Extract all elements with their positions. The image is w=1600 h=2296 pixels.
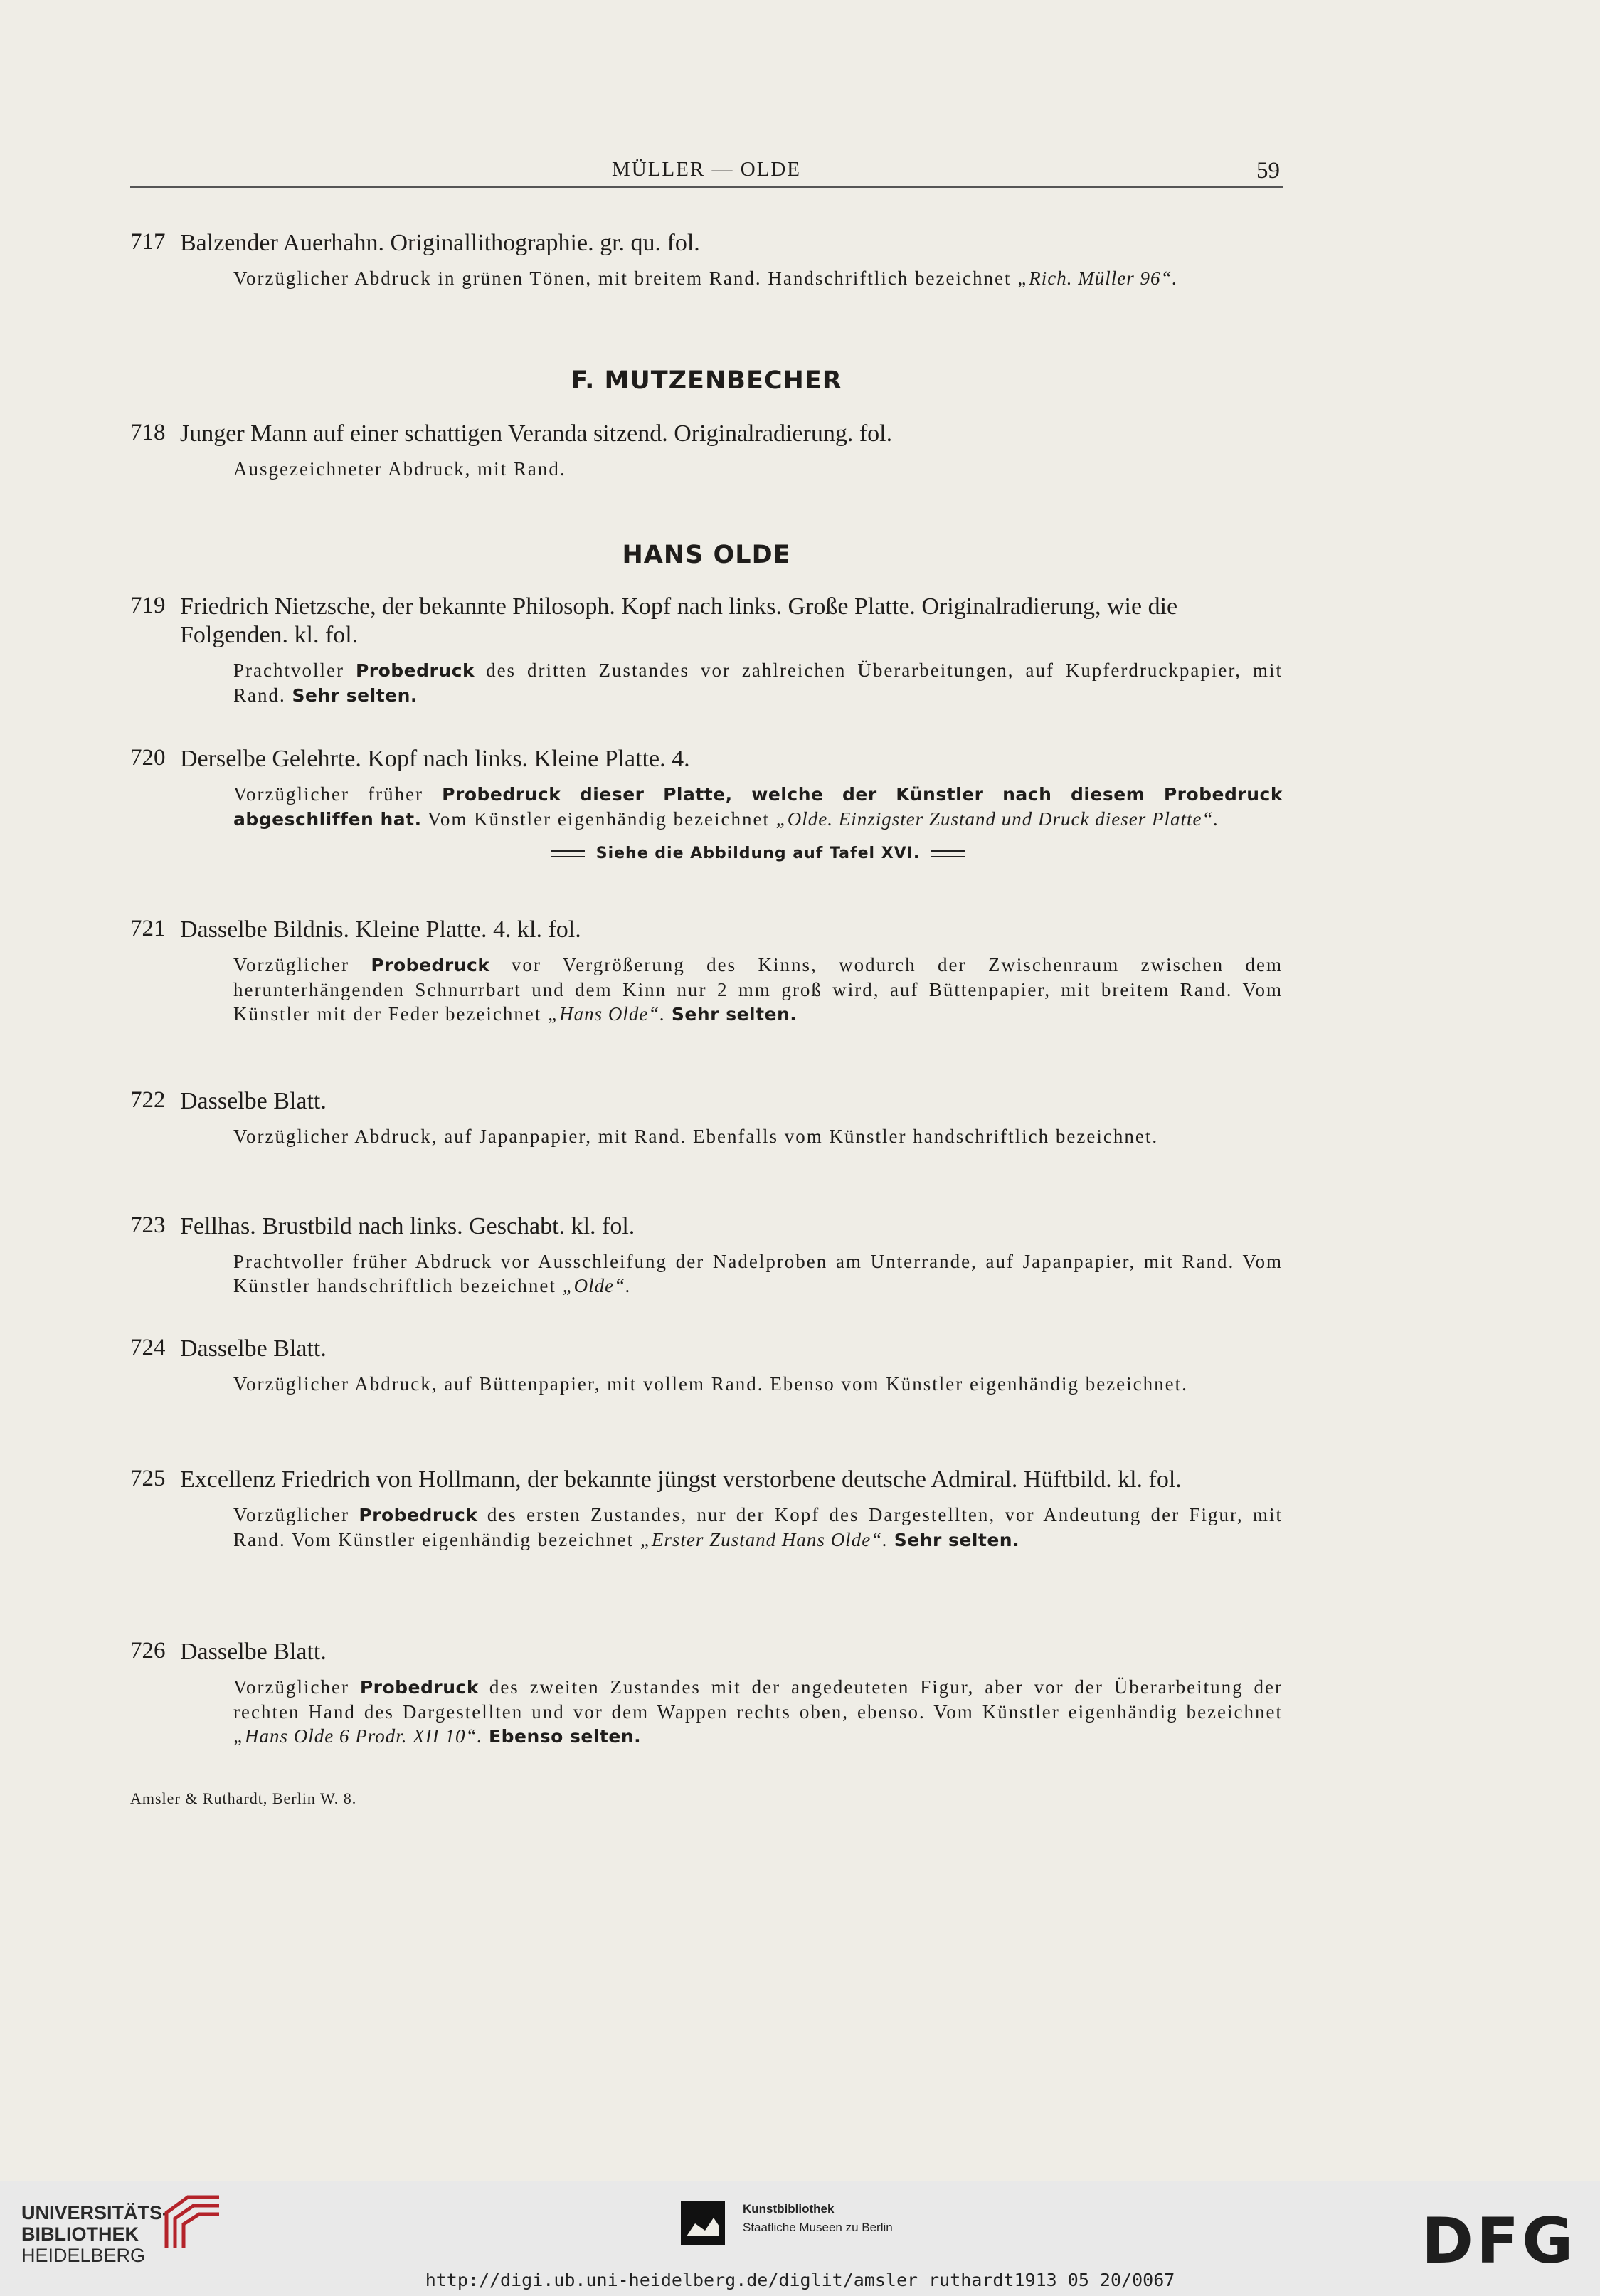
description-text: Vorzüglicher (233, 1676, 360, 1698)
section-heading: HANS OLDE (622, 541, 791, 569)
entry-title: Dasselbe Blatt. (180, 1088, 327, 1114)
description-text: Prachtvoller früher Abdruck vor Ausschleifung der Nadelproben am Unterrande, auf Japanpapier, mit Rand. Vom Künstler handschriftlich bezeichnet (233, 1251, 1283, 1296)
entry-number: 725 (130, 1466, 166, 1491)
description-text: Ausgezeichneter Abdruck, mit Rand. (233, 458, 566, 480)
description-text: des zweiten Zustandes mit der angedeuteten Figur, aber vor der Überarbeitung der rechten Hand des Dargestellten und vor dem Wappen rechts oben, ebenso. Vom Künstler eigenhändig bezeichnet (233, 1676, 1283, 1723)
catalog-entry (130, 229, 1283, 290)
dfg-logo[interactable]: DFG (1421, 2204, 1577, 2278)
entry-description (233, 266, 1283, 290)
entry-number: 719 (130, 593, 166, 618)
entry-description (233, 782, 1283, 832)
inscription-quote: „Erster Zustand Hans Olde“. (640, 1529, 888, 1550)
entry-number: 724 (130, 1335, 166, 1360)
emphasis-bold: Probedruck (355, 660, 475, 681)
description-text (665, 1003, 672, 1025)
kb-subtitle: Staatliche Museen zu Berlin (743, 2221, 893, 2234)
ub-logo-line2: BIBLIOTHEK (21, 2223, 139, 2245)
entry-number: 723 (130, 1212, 166, 1238)
catalog-entry (130, 1087, 1283, 1148)
entry-description (233, 1372, 1283, 1396)
entry-description (233, 953, 1283, 1027)
entry-title: Friedrich Nietzsche, der bekannte Philosoph. Kopf nach links. Große Platte. Originalradierung, wie die Folgenden. kl. fol. (180, 593, 1178, 648)
entry-description (233, 658, 1283, 708)
double-rule-left (551, 850, 585, 857)
entry-title: Fellhas. Brustbild nach links. Geschabt. kl. fol. (180, 1213, 635, 1239)
catalog-entry (130, 916, 1283, 1027)
description-text: des ersten Zustandes, nur der Kopf des Dargestellten, vor Andeutung der Figur, mit Rand. Vom Künstler eigenhändig bezeichnet (233, 1504, 1283, 1550)
kunstbibliothek-logo[interactable] (743, 2200, 893, 2237)
catalog-entry (130, 1466, 1283, 1552)
entry-number: 717 (130, 229, 166, 255)
emphasis-bold: Probedruck (359, 1677, 479, 1698)
entry-title: Dasselbe Blatt. (180, 1335, 327, 1362)
entry-number: 722 (130, 1087, 166, 1113)
entry-title: Derselbe Gelehrte. Kopf nach links. Kleine Platte. 4. (180, 746, 690, 772)
entry-number: 718 (130, 420, 166, 445)
inscription-quote: „Olde“. (562, 1275, 631, 1296)
inscription-quote: „Hans Olde“. (548, 1003, 666, 1025)
description-text: Vorzüglicher Abdruck in grünen Tönen, mit breitem Rand. Handschriftlich bezeichnet (233, 268, 1018, 289)
description-text: Vorzüglicher früher (233, 783, 443, 805)
description-text (482, 1725, 489, 1747)
ub-logo-line1: UNIVERSITÄTS- (21, 2202, 169, 2223)
catalog-entry (130, 420, 1283, 481)
entry-description (233, 1503, 1283, 1552)
description-text: vor Vergrößerung des Kinns, wodurch der Zwischenraum zwischen dem herunterhängenden Schnurrbart und dem Kinn nur 2 mm groß wird, auf Büttenpapier, mit breitem Rand. Vom Künstler mit der Feder bezeichnet (233, 954, 1283, 1025)
description-text: Prachtvoller (233, 660, 356, 681)
ub-heidelberg-logo[interactable] (21, 2202, 169, 2266)
catalog-entry (130, 745, 1283, 862)
running-title: MÜLLER — OLDE (611, 158, 802, 181)
emphasis-bold: Sehr selten. (292, 685, 418, 706)
description-text: Vorzüglicher Abdruck, auf Japanpapier, mit Rand. Ebenfalls vom Künstler handschriftlich bezeichnet. (233, 1126, 1159, 1147)
emphasis-bold: Ebenso selten. (489, 1726, 642, 1747)
description-text (888, 1529, 894, 1550)
entry-title: Dasselbe Blatt. (180, 1639, 327, 1665)
description-text: des dritten Zustandes vor zahlreichen Überarbeitungen, auf Kupferdruckpapier, mit Rand. (233, 660, 1283, 706)
description-text: Vorzüglicher (233, 954, 371, 975)
entry-title: Dasselbe Bildnis. Kleine Platte. 4. kl. fol. (180, 916, 581, 943)
kunstbibliothek-emblem-icon (681, 2201, 725, 2245)
printer-imprint: Amsler & Ruthardt, Berlin W. 8. (130, 1789, 357, 1807)
entry-title: Balzender Auerhahn. Originallithographie. gr. qu. fol. (180, 230, 700, 256)
description-text: Vom Künstler eigenhändig bezeichnet (421, 808, 776, 830)
entry-number: 720 (130, 745, 166, 771)
kb-name: Kunstbibliothek (743, 2202, 835, 2216)
inscription-quote: „Hans Olde 6 Prodr. XII 10“. (233, 1725, 483, 1747)
entry-title: Junger Mann auf einer schattigen Veranda sitzend. Originalradierung. fol. (180, 420, 893, 447)
emphasis-bold: Sehr selten. (894, 1530, 1020, 1550)
emphasis-bold: Probedruck (371, 955, 490, 975)
emphasis-bold: Probedruck (359, 1505, 478, 1525)
section-heading: F. MUTZENBECHER (571, 366, 842, 395)
entry-description (233, 1675, 1283, 1749)
page-number: 59 (1256, 158, 1280, 184)
ub-logo-line3: HEIDELBERG (21, 2245, 146, 2266)
emphasis-bold: Sehr selten. (671, 1004, 798, 1025)
entry-description (233, 1249, 1283, 1298)
inscription-quote: „Rich. Müller 96“. (1017, 268, 1178, 289)
plate-reference (233, 845, 1283, 862)
running-head (130, 158, 1283, 188)
plate-reference-text: Siehe die Abbildung auf Tafel XVI. (595, 845, 921, 862)
entry-number: 721 (130, 916, 166, 941)
double-rule-right (931, 850, 965, 857)
inscription-quote: „Olde. Einzigster Zustand und Druck dieser Platte“. (775, 808, 1219, 830)
permalink-url[interactable]: http://digi.ub.uni-heidelberg.de/diglit/amsler_ruthardt1913_05_20/0067 (425, 2270, 1175, 2290)
description-text: Vorzüglicher Abdruck, auf Büttenpapier, mit vollem Rand. Ebenso vom Künstler eigenhändig bezeichnet. (233, 1373, 1188, 1395)
entry-description (233, 457, 1283, 481)
entry-number: 726 (130, 1638, 166, 1663)
ub-emblem-icon (159, 2191, 225, 2253)
description-text: Vorzüglicher (233, 1504, 359, 1525)
catalog-entry (130, 593, 1283, 708)
entry-title: Excellenz Friedrich von Hollmann, der bekannte jüngst verstorbene deutsche Admiral. Hüftbild. kl. fol. (180, 1466, 1182, 1493)
catalog-entry (130, 1638, 1283, 1749)
emphasis-bold: Probedruck dieser Platte, welche der Künstler nach diesem Probedruck abgeschliffen hat. (233, 784, 1283, 830)
catalog-entry (130, 1335, 1283, 1396)
catalog-entry (130, 1212, 1283, 1298)
entry-description (233, 1124, 1283, 1148)
